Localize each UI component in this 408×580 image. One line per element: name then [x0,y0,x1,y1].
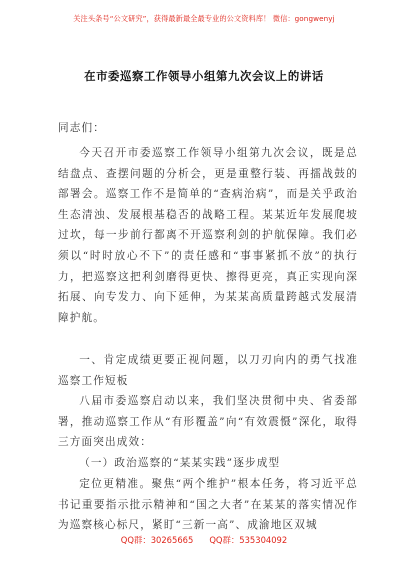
top-banner: 关注头条号“公文研究”，获得最新最全最专业的公文资料库！ 微信：gongwenyj [73,14,335,23]
subsection-heading-1: （一）政治巡察的“某某实践”逐步成型 [79,457,281,469]
paragraph-intro: 今天召开市委巡察工作领导小组第九次会议，既是总结盘点、查摆问题的分析会，更是重整行装、再擂战鼓的部署会。巡察工作不是简单的“查病治病”，而是关乎政治生态清浊、发展根基稳否的战略工程。某某近年发展爬坡过坎，每一步前行都离不开巡察利剑的护航保障。我们必须以“时时放心不下”的责任感和“事事紧抓不放”的执行力，把巡察这把利剑磨得更快、擦得更亮，真正实现向深拓展、向专发力、向下延伸，为某某高质量跨越式发展清障护航。 [58,147,358,324]
paragraph-positioning: 定位更精准。聚焦“两个维护”根本任务，将习近平总书记重要指示批示精神和“国之大者”在某某的落实情况作为巡察核心标尺，紧盯“三新一高”、成渝地区双城 [58,478,358,532]
qq-group-2: QQ群：535304092 [209,535,288,545]
qq-group-1: QQ群：30265665 [120,535,194,545]
paragraph-achievements: 八届市委巡察启动以来，我们坚决贯彻中央、省委部署，推动巡察工作从“有形覆盖”向“有效震慑”深化，取得三方面突出成效： [58,395,358,449]
footer-qq-groups [0,534,408,546]
document-title: 在市委巡察工作领导小组第九次会议上的讲话 [84,69,324,83]
section-heading-1: 一、肯定成绩更要正视问题，以刀刃向内的勇气找准巡察工作短板 [58,354,358,387]
greeting: 同志们： [58,122,105,134]
